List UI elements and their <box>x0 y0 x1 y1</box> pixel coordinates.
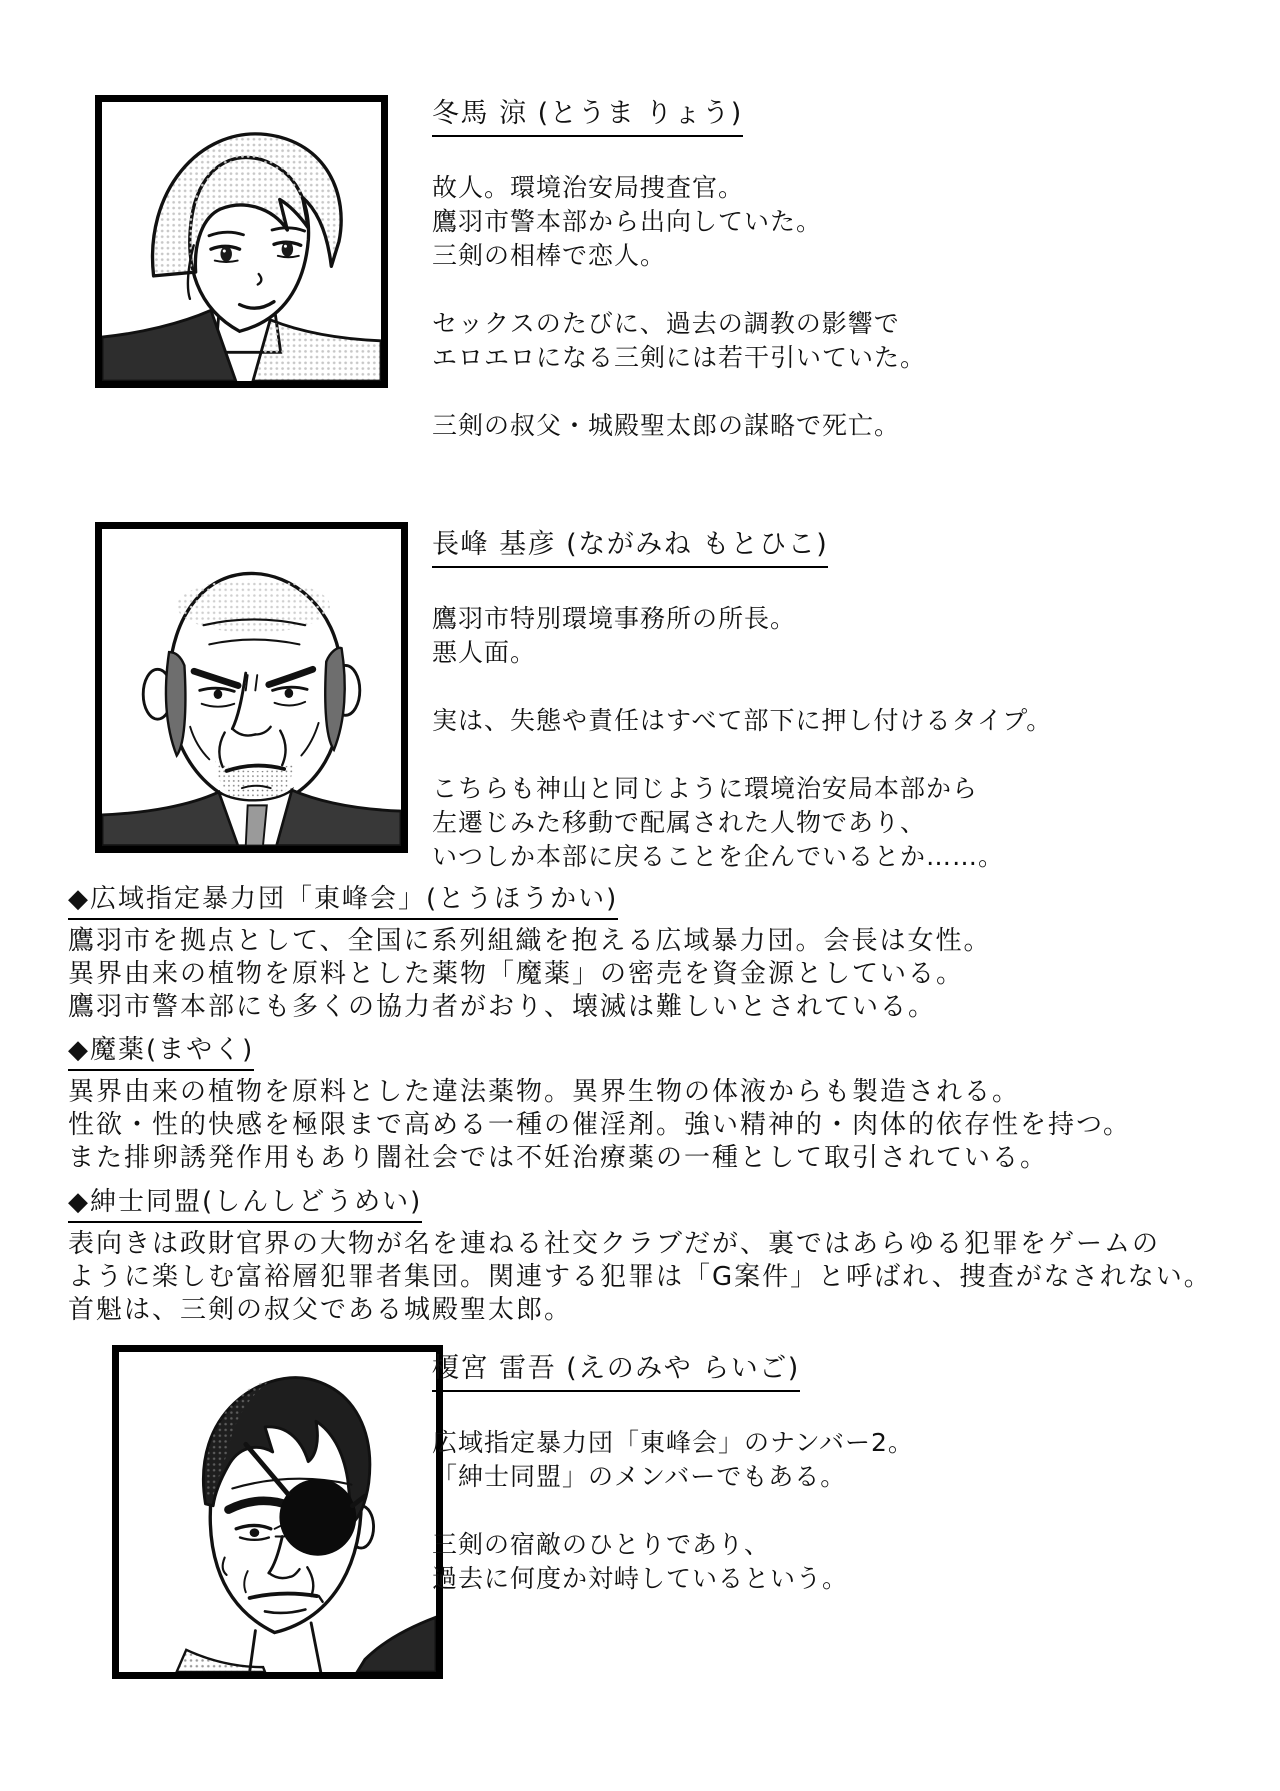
portrait-frame-touma <box>95 95 388 388</box>
profile-line: 悪人面。 <box>432 638 537 667</box>
profile-line: 故人。環境治安局捜査官。 <box>432 173 745 202</box>
profile-line: セックスのたびに、過去の調教の影響で <box>432 309 900 338</box>
glossary-section-shinshidoumei <box>68 1186 1248 1327</box>
profile-line: 三剣の相棒で恋人。 <box>432 241 667 270</box>
glossary-heading: ◆紳士同盟(しんしどうめい) <box>68 1186 422 1223</box>
portrait-touma-illustration <box>102 102 381 381</box>
glossary-line: 首魁は、三剣の叔父である城殿聖太郎。 <box>68 1295 573 1325</box>
profile-paragraph <box>432 602 1212 670</box>
profile-paragraph <box>432 704 1212 738</box>
profile-paragraph <box>432 409 1212 443</box>
glossary-heading: ◆広域指定暴力団「東峰会」(とうほうかい) <box>68 883 618 920</box>
profile-paragraph <box>432 1426 1212 1494</box>
glossary-heading: ◆魔薬(まやく) <box>68 1034 254 1071</box>
glossary-line: 異界由来の植物を原料とした違法薬物。異界生物の体液からも製造される。 <box>68 1077 1021 1107</box>
glossary-section-mayaku <box>68 1034 1248 1175</box>
glossary-line: ように楽しむ富裕層犯罪者集団。関連する犯罪は「G案件」と呼ばれ、捜査がなされない。 <box>68 1262 1212 1292</box>
profile-line: 実は、失態や責任はすべて部下に押し付けるタイプ。 <box>432 706 1053 735</box>
profile-line: こちらも神山と同じように環境治安局本部から <box>432 774 979 803</box>
profile-line: いつしか本部に戻ることを企んでいるとか……。 <box>432 842 1005 871</box>
profile-line: 広域指定暴力団「東峰会」のナンバー2。 <box>432 1428 914 1457</box>
profile-line: 過去に何度か対峙しているという。 <box>432 1564 849 1593</box>
portrait-enomiya-illustration <box>119 1352 436 1672</box>
profile-paragraph <box>432 171 1212 273</box>
profile-line: 三剣の宿敵のひとりであり、 <box>432 1530 771 1559</box>
profile-paragraph <box>432 307 1212 375</box>
glossary-line: 性欲・性的快感を極限まで高める一種の催淫剤。強い精神的・肉体的依存性を持つ。 <box>68 1110 1131 1140</box>
character-profile-enomiya <box>432 1352 1212 1596</box>
glossary-section-touhoukai <box>68 883 1248 1024</box>
profile-line: 左遷じみた移動で配属された人物であり、 <box>432 808 927 837</box>
profile-paragraph <box>432 772 1212 874</box>
glossary-line: 鷹羽市を拠点として、全国に系列組織を抱える広域暴力団。会長は女性。 <box>68 926 992 956</box>
character-name-heading: 長峰 基彦 (ながみね もとひこ) <box>432 528 828 568</box>
profile-line: 「紳士同盟」のメンバーでもある。 <box>432 1462 847 1491</box>
profile-line: 三剣の叔父・城殿聖太郎の謀略で死亡。 <box>432 411 901 440</box>
glossary-line: 異界由来の植物を原料とした薬物「魔薬」の密売を資金源としている。 <box>68 959 965 989</box>
character-name-heading: 冬馬 涼 (とうま りょう) <box>432 97 743 137</box>
profile-paragraph <box>432 1528 1212 1596</box>
profile-line: 鷹羽市特別環境事務所の所長。 <box>432 604 797 633</box>
profile-line: 鷹羽市警本部から出向していた。 <box>432 207 823 236</box>
character-name-heading: 榎宮 雷吾 (えのみや らいご) <box>432 1352 800 1392</box>
profile-line: エロエロになる三剣には若干引いていた。 <box>432 343 927 372</box>
glossary-line: また排卵誘発作用もあり闇社会では不妊治療薬の一種として取引されている。 <box>68 1143 1049 1173</box>
portrait-nagamine-illustration <box>102 529 401 846</box>
portrait-frame-nagamine <box>95 522 408 853</box>
glossary-line: 表向きは政財官界の大物が名を連ねる社交クラブだが、裏ではあらゆる犯罪をゲームの <box>68 1229 1161 1259</box>
character-profile-nagamine <box>432 528 1212 874</box>
glossary-line: 鷹羽市警本部にも多くの協力者がおり、壊滅は難しいとされている。 <box>68 992 937 1022</box>
character-profile-touma <box>432 97 1212 443</box>
portrait-frame-enomiya <box>112 1345 443 1679</box>
